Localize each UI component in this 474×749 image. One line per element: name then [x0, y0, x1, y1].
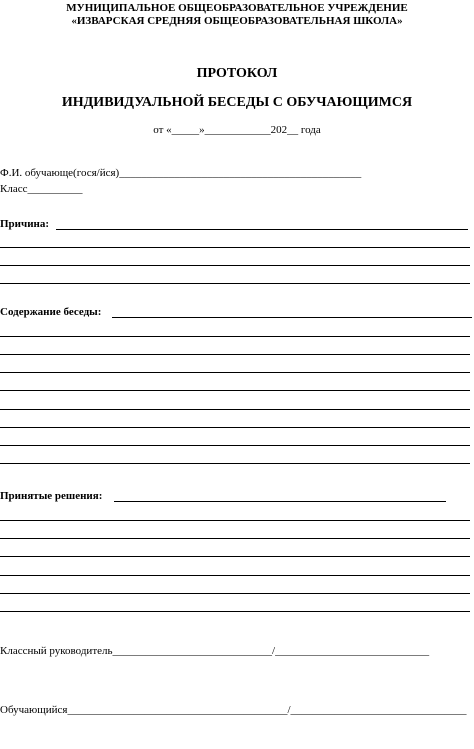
decisions-rule [0, 593, 470, 594]
student-name-field: Ф.И. обучающе(гося/йся)____________________________________________ [0, 167, 362, 179]
reason-rule [0, 283, 470, 284]
content-rule [0, 427, 470, 428]
content-rule [0, 336, 470, 337]
school-header-line2: «ИЗВАРСКАЯ СРЕДНЯЯ ОБЩЕОБРАЗОВАТЕЛЬНАЯ ШКОЛА» [71, 15, 403, 27]
decisions-label: Принятые решения: [0, 490, 103, 502]
content-rule [0, 390, 470, 391]
content-rule [0, 445, 470, 446]
school-header-line1: МУНИЦИПАЛЬНОЕ ОБЩЕОБРАЗОВАТЕЛЬНОЕ УЧРЕЖДЕНИЕ [66, 2, 408, 14]
date-line: от «_____»____________202__ года [153, 124, 321, 136]
document-subtitle: ИНДИВИДУАЛЬНОЙ БЕСЕДЫ С ОБУЧАЮЩИМСЯ [61, 95, 413, 110]
content-rule-inline [112, 317, 472, 318]
content-rule [0, 463, 470, 464]
decisions-rule [0, 575, 470, 576]
class-field: Класс__________ [0, 183, 83, 195]
reason-rule [0, 247, 470, 248]
decisions-rule [0, 556, 470, 557]
teacher-signature-field: Классный руководитель_____________________________/____________________________ [0, 645, 430, 657]
content-rule [0, 409, 470, 410]
student-signature-field: Обучающийся________________________________________/________________________________ [0, 704, 467, 716]
decisions-rule [0, 611, 470, 612]
reason-rule [0, 265, 470, 266]
document-title: ПРОТОКОЛ [196, 66, 278, 81]
content-rule [0, 354, 470, 355]
content-rule [0, 372, 470, 373]
reason-label: Причина: [0, 218, 50, 230]
decisions-rule-inline [114, 501, 446, 502]
decisions-rule [0, 538, 470, 539]
content-label: Содержание беседы: [0, 306, 102, 318]
decisions-rule [0, 520, 470, 521]
reason-rule-inline [56, 229, 468, 230]
